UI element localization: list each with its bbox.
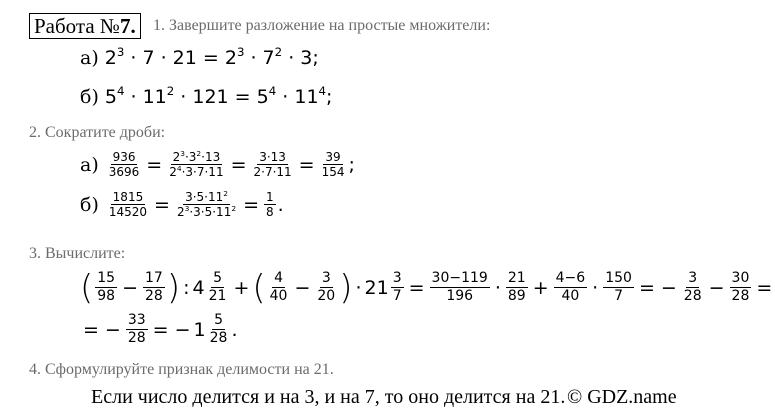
fraction: $\frac{21}{89}$	[507, 270, 526, 304]
fraction: $\frac{4-6}{40}$	[555, 270, 586, 304]
fraction: $\frac{39}{154}$	[321, 150, 345, 179]
watermark: © GDZ.name	[567, 386, 677, 408]
fraction: $\frac{3\cdot 5\cdot 11^2}{2^3\cdot 3\cdot 5\cdot 11^2}$	[176, 188, 237, 219]
work-title	[29, 13, 141, 39]
task2-prompt: 2. Сократите дроби:	[29, 124, 166, 141]
task3-line1: ( $\frac{15}{98}$ − $\frac{17}{28}$ ) : 4 $\frac{5}{21}$ + ( $\frac{4}{40}$ − $\frac{3}{20}$ ) · 21 $\frac{3}{7}$ = $\frac{30-119}{196}$ · $\frac{21}{89}$ + $\frac{4-6}{40}$ · $\frac{150}{7}$ = − $\frac{3}{28}$ − $\frac{30}{28}$ =	[80, 267, 773, 308]
task3-line2: = − $\frac{33}{28}$ = − 1 $\frac{5}{28}$ .	[83, 312, 238, 346]
fraction: $\frac{30-119}{196}$	[431, 270, 488, 304]
task2-b-equation: б) $\frac{1815}{14520}$ = $\frac{3\cdot 5\cdot 11^2}{2^3\cdot 3\cdot 5\cdot 11^2}$ = $\frac{1}{8}$ .	[80, 188, 284, 219]
work-title-label: Работа №	[34, 14, 120, 38]
task3-prompt: 3. Вычислите:	[29, 245, 126, 262]
fraction: $\frac{17}{28}$	[145, 270, 163, 304]
fraction: $\frac{1}{8}$	[265, 190, 274, 219]
task2-b-label: б)	[80, 193, 99, 216]
task2-a-equation: а) $\frac{936}{3696}$ = $\frac{2^3\cdot 3^2\cdot 13}{2^4\cdot 3\cdot 7\cdot 11}$ = $\frac{3\cdot 13}{2\cdot 7\cdot 11}$ = $\frac{39}{154}$ ;	[80, 148, 355, 179]
fraction: $\frac{936}{3696}$	[108, 150, 140, 179]
task4-prompt: 4. Сформулируйте признак делимости на 21.	[29, 361, 334, 378]
task1-b-math: $5^4 \cdot 11^2 \cdot 121 = 5^4 \cdot 11^4$;	[104, 83, 333, 108]
fraction: $\frac{3}{20}$	[317, 270, 336, 304]
work-number: 7.	[119, 14, 136, 38]
task1-a-equation	[80, 44, 319, 69]
task1-a-label: а)	[80, 47, 99, 69]
fraction: $\frac{3}{28}$	[683, 270, 702, 304]
fraction: $\frac{15}{98}$	[97, 270, 116, 304]
fraction: $\frac{3}{7}$	[392, 270, 402, 304]
task1-b-equation	[80, 83, 333, 108]
task4-answer: Если число делится и на 3, и на 7, то оно делится на 21.	[91, 386, 566, 408]
task2-a-label: а)	[80, 153, 99, 176]
task1-a-math: $2^3 \cdot 7 \cdot 21 = 2^3 \cdot 7^2 \cdot 3$;	[104, 44, 319, 69]
task1-b-label: б)	[80, 86, 99, 108]
fraction: $\frac{4}{40}$	[269, 270, 288, 304]
fraction: $\frac{1815}{14520}$	[108, 190, 148, 219]
fraction: $\frac{33}{28}$	[127, 312, 146, 346]
fraction: $\frac{5}{28}$	[209, 312, 228, 346]
fraction: $\frac{30}{28}$	[731, 270, 750, 304]
fraction: $\frac{5}{21}$	[208, 270, 227, 304]
fraction: $\frac{150}{7}$	[605, 270, 632, 304]
fraction: $\frac{3\cdot 13}{2\cdot 7\cdot 11}$	[253, 150, 292, 179]
task1-prompt: 1. Завершите разложение на простые множители:	[153, 17, 491, 34]
fraction: $\frac{2^3\cdot 3^2\cdot 13}{2^4\cdot 3\cdot 7\cdot 11}$	[169, 148, 224, 179]
